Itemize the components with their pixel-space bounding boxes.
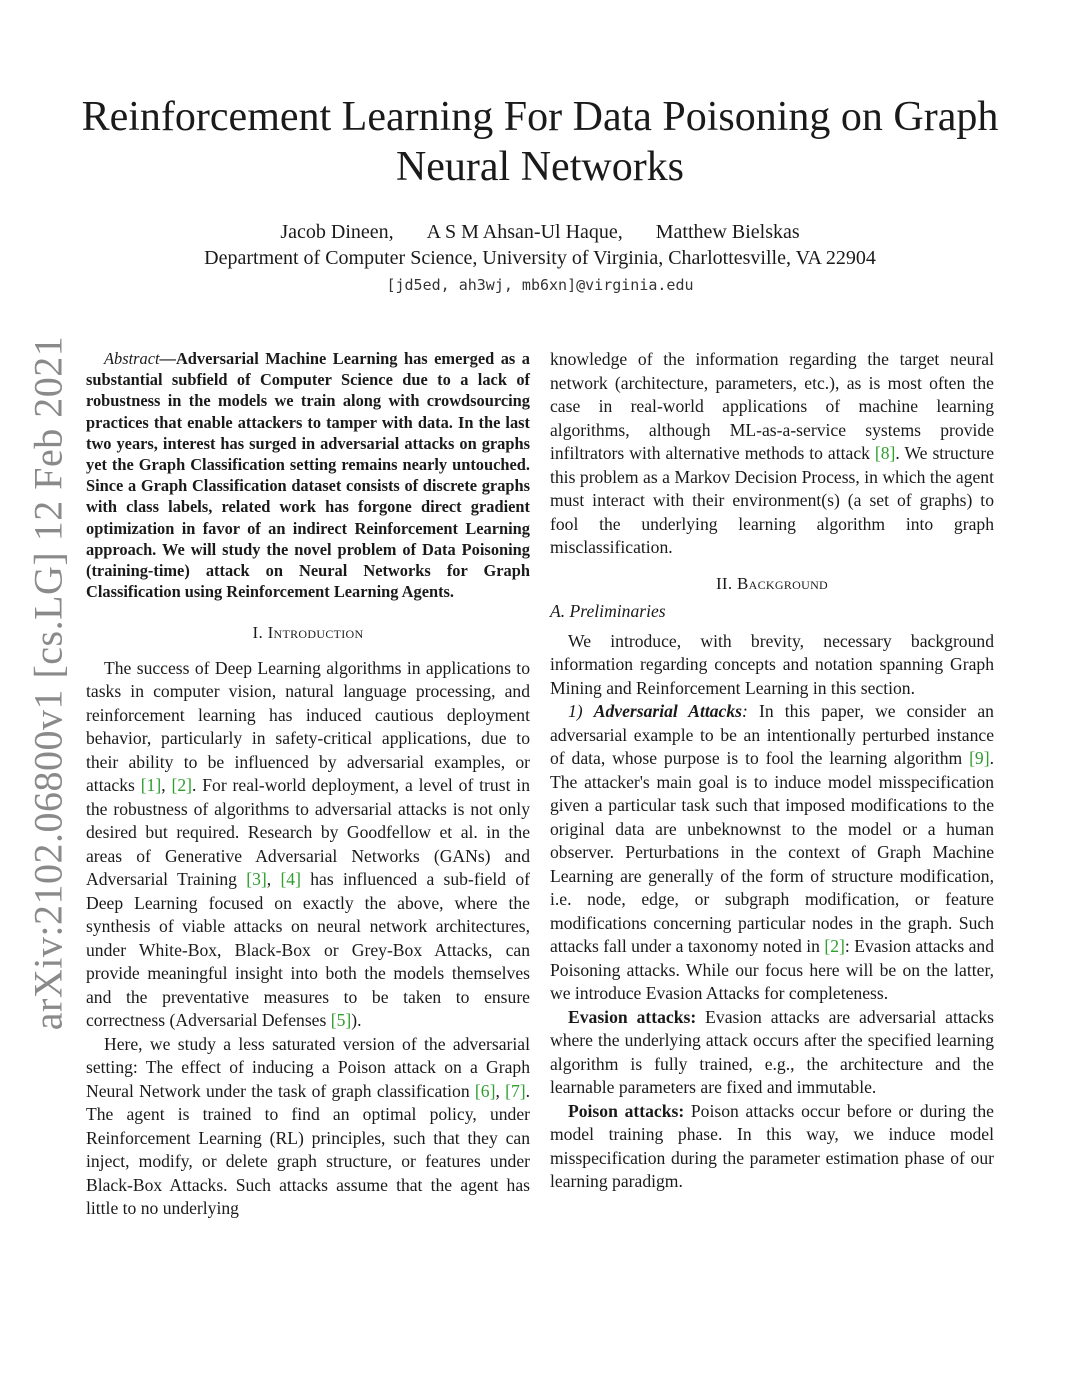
heading-colon: : [742, 701, 748, 721]
text-run: , [495, 1080, 506, 1101]
text-run: . We structure this problem as a Markov Decision Process, in which the agent must interact with their environment(s) (a set of graphs) to fool the underlying learning algorithm into graph misclassification. [550, 443, 994, 557]
author-1: Jacob Dineen, [280, 221, 394, 243]
text-run: The success of Deep Learning algorithms in applications to tasks in computer vision, natural language processing, and reinforcement learning has induced cautious deployment behavior, particularly in safety-critical applications, due to their ability to be influenced by adversarial examples, or attacks [86, 657, 530, 796]
abstract-label: Abstract [104, 349, 160, 368]
text-run: Evasion attacks are adversarial attacks where the underlying attack occurs after the specified learning algorithm is fully trained, e.g., the architecture and the learnable parameters are fixed and immutable. [550, 1006, 995, 1097]
paragraph-heading: Poison attacks: [568, 1100, 685, 1121]
text-run: has influenced a sub-field of Deep Learning focused on exactly the above, where the synthesis of viable attacks on neural network architectures, under White-Box, Black-Box or Grey-Box Attacks, can provide meaningful insight into both the models themselves and the preventative measures to be taken to ensure correctness (Adversarial Defenses [86, 869, 530, 1031]
left-column [86, 348, 530, 1221]
section-heading-introduction [86, 621, 530, 645]
citation-link[interactable]: [7] [505, 1080, 526, 1101]
poison-attacks-paragraph [550, 1100, 994, 1194]
citation-link[interactable]: [2] [824, 936, 845, 956]
text-run: Here, we study a less saturated version of the adversarial setting: The effect of inducing a Poison attack on a Graph Neural Network under the task of graph classification [86, 1033, 530, 1101]
arxiv-id: arXiv:2102.06800v1 [cs.LG] 12 Feb 2021 [25, 335, 71, 1031]
citation-link[interactable]: [8] [874, 443, 896, 463]
citation-link[interactable]: [4] [280, 869, 301, 890]
abstract [86, 348, 530, 602]
text-run: : Evasion attacks and Poisoning attacks. While our focus here will be on the latter, we introduce Evasion Attacks for completeness. [550, 936, 995, 1003]
adversarial-attacks-paragraph [550, 700, 994, 1006]
citation-link[interactable]: [9] [969, 748, 990, 768]
abstract-dash: — [159, 349, 176, 368]
text-run: Poison attacks occur before or during the model training phase. In this way, we induce model misspecification during the parameter estimation phase of our learning paradigm. [550, 1100, 994, 1191]
paper-title: Reinforcement Learning For Data Poisoning on Graph Neural Networks [81, 94, 999, 190]
text-run: knowledge of the information regarding the target neural network (architecture, parameters, etc.), as is most often the case in real-world applications of machine learning algorithms, although ML-as-a-service systems provide infiltrators with alternative methods to attack [550, 349, 994, 463]
text-run: ). [351, 1010, 362, 1031]
author-list [80, 220, 1000, 245]
intro-paragraph-2 [86, 1033, 530, 1221]
citation-link[interactable]: [1] [140, 775, 162, 796]
citation-link[interactable]: [3] [246, 869, 267, 890]
section-number: I. [252, 623, 268, 643]
author-emails: [jd5ed, ah3wj, mb6xn]@virginia.edu [386, 276, 694, 294]
section-title: Introduction [267, 623, 364, 643]
abstract-text: Adversarial Machine Learning has emerged as a substantial subfield of Computer Science due to a lack of robustness in the models we train along with crowdsourcing practices that enable attackers to tamper with data. In the last two years, interest has surged in adversarial attacks on graphs yet the Graph Classification setting remains nearly untouched. Since a Graph Classification dataset consists of discrete graphs with class labels, related work has forgone direct gradient optimization in favor of an indirect Reinforcement Learning approach. We will study the novel problem of Data Poisoning (training-time) attack on Neural Networks for Graph Classification using Reinforcement Learning Agents. [86, 349, 530, 602]
section-number: II. [715, 573, 737, 593]
author-3: Matthew Bielskas [655, 221, 800, 243]
text-run: , [161, 775, 172, 796]
arxiv-stamp [20, 335, 76, 1031]
affiliation: Department of Computer Science, University of Virginia, Charlottesville, VA 22904 [204, 247, 876, 269]
text-run: . For real-world deployment, a level of trust in the robustness of algorithms to adversarial attacks is not only desired but required. Research by Goodfellow et al. in the areas of Generative Adversarial Networks (GANs) and Adversarial Training [86, 775, 530, 890]
paragraph-heading: Evasion attacks: [568, 1006, 697, 1027]
section-title: Background [737, 573, 829, 593]
text-run: . The agent is trained to find an optimal policy, under Reinforcement Learning (RL) principles, such that they can inject, modify, or delete graph structure, or features under Black-Box Attacks. Such attacks assume that the agent has little to no underlying [86, 1080, 531, 1219]
subsection-heading: A. Preliminaries [550, 601, 666, 621]
evasion-attacks-paragraph [550, 1006, 994, 1100]
author-2: A S M Ahsan-Ul Haque, [426, 221, 623, 243]
paragraph-heading: Adversarial Attacks [593, 701, 743, 721]
text-run: . The attacker's main goal is to induce model misspecification given a particular task such that imposed modifications to the original data are unbeknownst to the model or a human observer. Perturbations in the context of Graph Machine Learning are generally of the form of structure modification, i.e. node, edge, or subgraph modification, or feature modifications concerning particular nodes in the graph. Such attacks fall under a taxonomy noted in [550, 748, 994, 956]
background-intro: We introduce, with brevity, necessary background information regarding concepts and notation spanning Graph Mining and Reinforcement Learning in this section. [550, 630, 994, 698]
intro-continuation [550, 348, 994, 560]
text-run: , [266, 869, 281, 890]
item-number: 1) [568, 701, 594, 721]
right-column [550, 348, 994, 1194]
intro-paragraph-1 [86, 657, 530, 1033]
text-run: In this paper, we consider an adversarial example to be an intentionally perturbed instance of data, whose purpose is to fool the learning algorithm [550, 701, 994, 768]
citation-link[interactable]: [5] [330, 1010, 352, 1031]
citation-link[interactable]: [2] [171, 775, 192, 796]
section-heading-background [550, 572, 994, 596]
citation-link[interactable]: [6] [474, 1080, 496, 1101]
